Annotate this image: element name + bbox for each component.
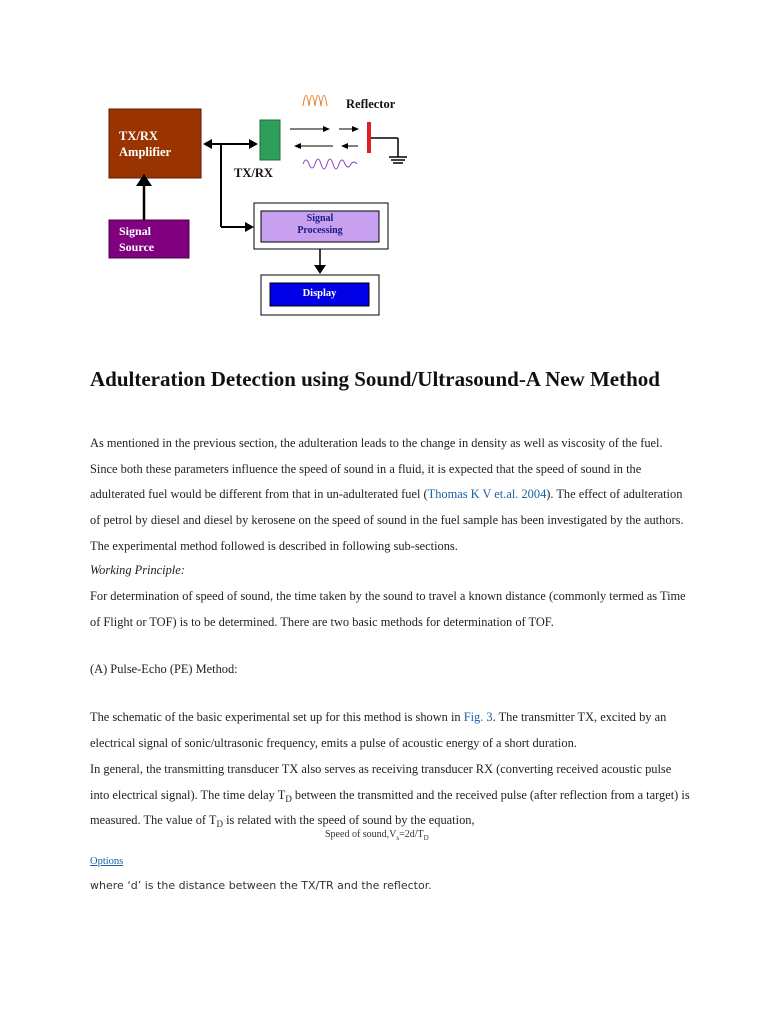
paragraph-tof: For determination of speed of sound, the time taken by the sound to travel a known distance (commonly termed as Time of Flight or TOF) is to be determined. There are two basic methods for determination of TOF.: [90, 589, 686, 629]
transmit-arrowhead-2: [352, 126, 359, 132]
speed-equation: [325, 829, 429, 842]
to-processing-arrowhead: [245, 222, 254, 232]
paragraph-schematic-text-1: The schematic of the basic experimental set up for this method is shown in: [90, 710, 464, 724]
where-text: where ‘d’ is the distance between the TX/TR and the reflector.: [90, 879, 432, 892]
amp-side-arrowhead: [203, 139, 212, 149]
equation-subscript-2: D: [423, 834, 429, 842]
equation-text-2: =2d/T: [399, 829, 424, 840]
signal-processing-label-line2: Processing: [297, 225, 343, 236]
paragraph-intro-text-2: ). The effect of adulteration of petrol by diesel and diesel by kerosene on the speed of sound in the fuel sample has been investigated by the authors. The experimental method followed is described in following sub-sections.: [90, 487, 684, 553]
amplifier-label: [119, 128, 171, 160]
paragraph-intro-text-1: As mentioned in the previous section, the adulteration leads to the change in density as well as viscosity of the fuel. Since both these parameters influence the speed of sound in a fluid, it is expected that the speed of sound in the adulterated fuel would be different from that in un-adulterated fuel (: [90, 436, 663, 502]
echo-wave: [303, 159, 357, 169]
transducer-box: [260, 120, 280, 160]
signal-processing-label-line1: Signal: [306, 213, 334, 224]
transmitted-pulse-wave: [303, 96, 327, 107]
working-principle-heading: Working Principle:: [90, 563, 185, 577]
equation-text-1: Speed of sound,V: [325, 829, 397, 840]
pulse-echo-heading: (A) Pulse-Echo (PE) Method:: [90, 662, 238, 676]
block-diagram: [0, 0, 768, 340]
paragraph-transducer-text-3: is related with the speed of sound by the equation,: [223, 813, 475, 828]
transducer-side-arrowhead: [249, 139, 258, 149]
reflector-label: Reflector: [346, 97, 396, 111]
td-subscript-2: D: [216, 819, 224, 830]
td-subscript-1: D: [285, 793, 292, 804]
citation-link[interactable]: Thomas K V et.al. 2004: [427, 487, 547, 502]
paragraph-transducer-text-1: In general, the transmitting transducer TX also serves as receiving transducer RX (converting received acoustic pulse into electrical signal). The time delay T: [90, 762, 672, 802]
paragraph-transducer-text-2: between the transmitted and the received pulse (after reflection from a target) is measured. The value of T: [90, 787, 690, 828]
display-label: Display: [302, 288, 337, 299]
return-arrowhead-2: [341, 143, 348, 149]
transducer-label: TX/RX: [234, 166, 273, 180]
paragraph-transducer: [90, 757, 690, 834]
signal-processing-label: [261, 213, 379, 237]
paragraph-intro: [90, 431, 690, 560]
amplifier-label-line2: Amplifier: [119, 145, 172, 159]
equation-subscript-1: s: [396, 834, 400, 842]
article-title: Adulteration Detection using Sound/Ultrasound-A New Method: [90, 367, 660, 391]
amplifier-label-line1: TX/RX: [119, 129, 158, 143]
processing-to-display-arrowhead: [314, 265, 326, 274]
options-link[interactable]: Options: [90, 856, 124, 867]
reflector-bar: [367, 122, 371, 153]
transmit-arrowhead-1: [323, 126, 330, 132]
signal-source-label-line1: Signal: [119, 224, 152, 238]
signal-source-label-line2: Source: [119, 240, 155, 254]
paragraph-schematic-text-2: . The transmitter TX, excited by an electrical signal of sonic/ultrasonic frequency, emits a pulse of acoustic energy of a short duration.: [90, 710, 667, 750]
paragraph-schematic: [90, 705, 690, 756]
block-diagram-svg: [0, 0, 768, 340]
signal-source-label: [119, 223, 154, 255]
figure-link[interactable]: Fig. 3: [463, 710, 493, 724]
return-arrowhead-1: [294, 143, 301, 149]
